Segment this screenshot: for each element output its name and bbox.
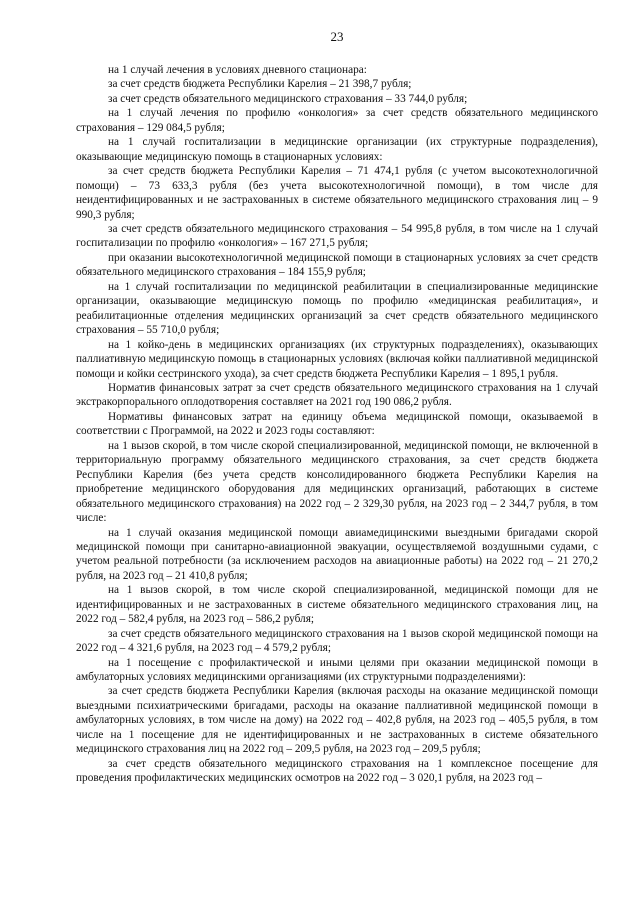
paragraph: за счет средств обязательного медицинского страхования – 33 744,0 рубля;: [108, 92, 468, 105]
paragraph: за счет средств бюджета Республики Карелия – 71 474,1 рубля (с учетом высокотехнологичной помощи) – 73 633,3 рубля (без учета высокотехнологичной помощи), в том числе для неидентифицированных и не застрахованных в системе обязательного медицинского страхования лиц – 9 990,3 рубля;: [76, 165, 598, 221]
paragraph: за счет средств обязательного медицинского страхования – 54 995,8 рубля, в том числе на 1 случай госпитализации по профилю «онкология» – 167 271,5 рубля;: [76, 222, 598, 250]
page-number: 23: [330, 29, 344, 44]
paragraph: Нормативы финансовых затрат на единицу объема медицинской помощи, оказываемой в соответствии с Программой, на 2022 и 2023 годы составляют:: [76, 410, 598, 438]
paragraph: Норматив финансовых затрат за счет средств обязательного медицинского страхования на 1 случай экстракорпорального оплодотворения составляет на 2021 год 190 086,2 рубля.: [76, 381, 598, 409]
paragraph: на 1 койко-день в медицинских организациях (их структурных подразделениях), оказывающих паллиативную медицинскую помощь в стационарных условиях (включая койки паллиативной медицинской помощи и койки сестринского ухода), за счет средств бюджета Республики Карелия – 1 895,1 рубля.: [76, 338, 598, 380]
paragraph: за счет средств обязательного медицинского страхования на 1 вызов скорой медицинской помощи на 2022 год – 4 321,6 рубля, на 2023 год – 4 579,2 рубля;: [76, 627, 598, 655]
paragraph: при оказании высокотехнологичной медицинской помощи в стационарных условиях за счет средств обязательного медицинского страхования – 184 155,9 рубля;: [76, 251, 598, 279]
paragraph: на 1 посещение с профилактической и иными целями при оказании медицинской помощи в амбулаторных условиях медицинскими организациями (их структурными подразделениями):: [76, 656, 598, 684]
paragraph: за счет средств бюджета Республики Карелия – 21 398,7 рубля;: [108, 78, 412, 91]
document-body: [76, 63, 598, 786]
paragraph: за счет средств обязательного медицинского страхования на 1 комплексное посещение для проведения профилактических медицинских осмотров на 2022 год – 3 020,1 рубля, на 2023 год –: [76, 757, 598, 785]
paragraph: на 1 случай госпитализации в медицинские организации (их структурные подразделения), оказывающие медицинскую помощь в стационарных условиях:: [76, 136, 598, 163]
paragraph: на 1 вызов скорой, в том числе скорой специализированной, медицинской помощи, не включенной в территориальную программу обязательного медицинского страхования, за счет средств бюджета Республики Карелия (без учета средств консолидированного бюджета Республики Карелия на приобретение медицинского оборудования для медицинских организаций, работающих в системе обязательного медицинского страхования) на 2022 год – 2 329,30 рубля, на 2023 год – 2 344,7 рубля, в том числе:: [76, 439, 598, 525]
paragraph: на 1 вызов скорой, в том числе скорой специализированной, медицинской помощи для не идентифицированных и не застрахованных в системе обязательного медицинского страхования лиц, на 2022 год – 582,4 рубля, на 2023 год – 586,2 рубля;: [76, 584, 598, 626]
paragraph: на 1 случай лечения по профилю «онкология» за счет средств обязательного медицинского страхования – 129 084,5 рубля;: [76, 107, 598, 134]
paragraph: на 1 случай оказания медицинской помощи авиамедицинскими выездными бригадами скорой медицинской помощи при санитарно-авиационной эвакуации, осуществляемой воздушными судами, с учетом реальной потребности (за исключением расходов на авиационные работы) на 2022 год – 21 270,2 рубля, на 2023 год – 21 410,8 рубля;: [76, 526, 598, 582]
paragraph: на 1 случай госпитализации по медицинской реабилитации в специализированные медицинские организации, оказывающие медицинскую помощь по профилю «медицинская реабилитация», и реабилитационные отделения медицинских организаций за счет средств обязательного медицинского страхования – 55 710,0 рубля;: [76, 280, 598, 337]
paragraph: на 1 случай лечения в условиях дневного стационара:: [108, 64, 367, 76]
paragraph: за счет средств бюджета Республики Карелия (включая расходы на оказание медицинской помощи выездными психиатрическими бригадами, расходы на оказание паллиативной медицинской помощи в амбулаторных условиях, в том числе на дому) на 2022 год – 402,8 рубля, на 2023 год – 405,5 рубля, в том числе на 1 посещение для не идентифицированных и не застрахованных в системе обязательного медицинского страхования лиц на 2022 год – 209,5 рубля, на 2023 год – 209,5 рубля;: [76, 685, 598, 756]
